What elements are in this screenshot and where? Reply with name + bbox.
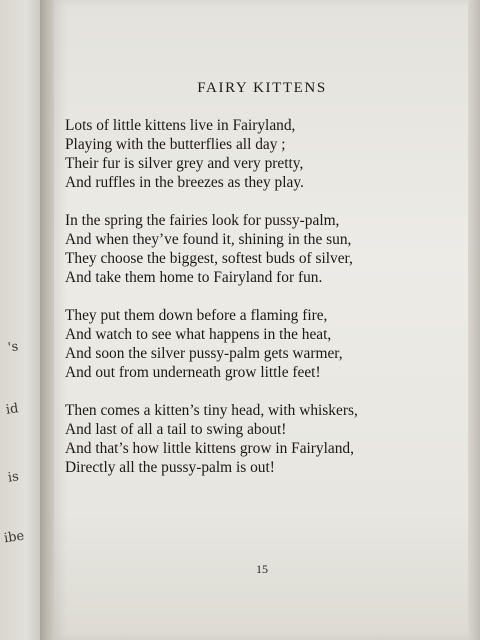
poem-line: And that’s how little kittens grow in Fairyland, — [65, 440, 354, 457]
poem-stanza — [65, 401, 465, 477]
poem-line: And ruffles in the breezes as they play. — [65, 174, 304, 191]
left-page-fragment: id — [5, 401, 20, 418]
poem-line: They choose the biggest, softest buds of silver, — [65, 250, 353, 267]
poem-line: Directly all the pussy-palm is out! — [65, 459, 275, 476]
poem-line: And take them home to Fairyland for fun. — [65, 269, 323, 286]
book-page — [54, 0, 470, 640]
poem-line: They put them down before a flaming fire, — [65, 307, 328, 324]
poem-line: In the spring the fairies look for pussy-palm, — [65, 212, 340, 229]
poem-line: Their fur is silver grey and very pretty, — [65, 155, 304, 172]
poem-stanza — [65, 116, 465, 192]
poem-line: And out from underneath grow little feet! — [65, 364, 321, 381]
left-page-fragment: ibe — [3, 528, 26, 547]
left-page-fragment: 's — [7, 339, 20, 356]
poem-line: And watch to see what happens in the heat, — [65, 326, 332, 343]
poem-line: Playing with the butterflies all day ; — [65, 136, 286, 153]
poem-line: And soon the silver pussy-palm gets warmer, — [65, 345, 343, 362]
poem-stanza — [65, 211, 465, 287]
poem-title: FAIRY KITTENS — [197, 80, 327, 96]
poem-line: Then comes a kitten’s tiny head, with whiskers, — [65, 402, 358, 419]
left-page-fragment: is — [7, 469, 20, 486]
poem-stanza — [65, 306, 465, 382]
left-page-edge — [0, 0, 44, 640]
poem-line: And when they’ve found it, shining in the sun, — [65, 231, 352, 248]
poem-body — [65, 116, 465, 496]
right-page-edge — [468, 0, 480, 640]
poem-line: And last of all a tail to swing about! — [65, 421, 287, 438]
page-number: 15 — [256, 562, 268, 576]
poem-line: Lots of little kittens live in Fairyland, — [65, 117, 296, 134]
